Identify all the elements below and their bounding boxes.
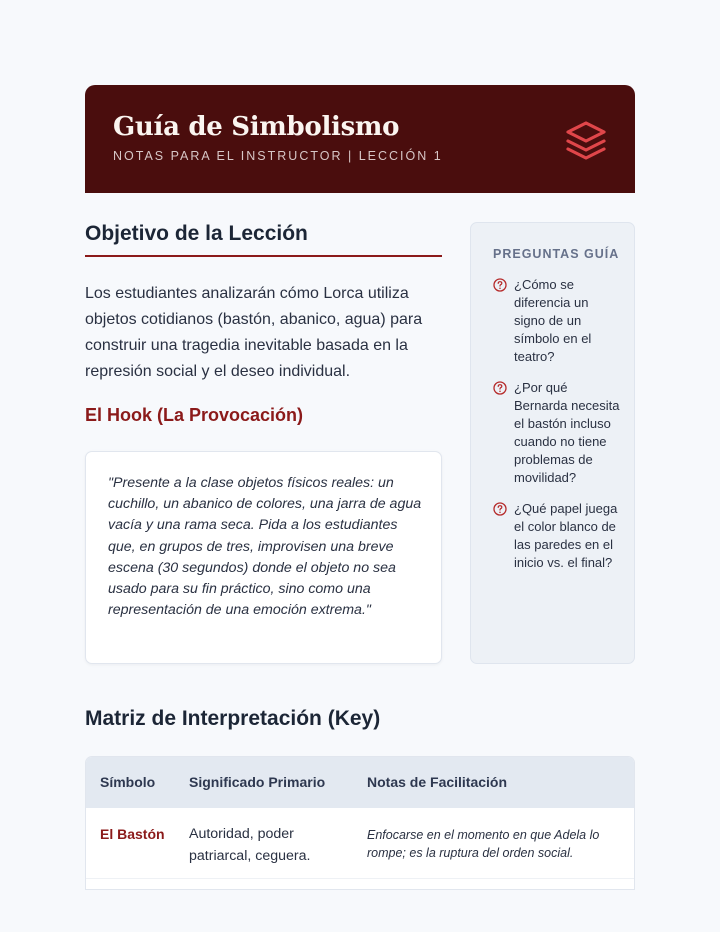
meaning-cell: Autoridad, poder patriarcal, ceguera. [189,826,311,864]
question-circle-icon [493,381,507,395]
layers-icon [564,119,608,163]
symbol-cell: El Bastón [100,826,165,842]
column-header-symbol: Símbolo [100,774,156,790]
list-item [493,500,623,572]
objective-paragraph: Los estudiantes analizarán cómo Lorca utiliza objetos cotidianos (bastón, abanico, agua) para construir una tragedia inevitable basada en la represión social y el deseo individual. [85,285,423,380]
matrix-heading: Matriz de Interpretación (Key) [85,707,381,730]
objective-heading: Objetivo de la Lección [85,222,442,257]
guide-questions-panel [470,222,635,664]
guide-questions-list [493,276,623,585]
column-header-notes: Notas de Facilitación [367,774,508,790]
table-row [86,808,635,879]
question-text: ¿Cómo se diferencia un signo de un símbolo en el teatro? [514,277,592,364]
question-text: ¿Qué papel juega el color blanco de las paredes en el inicio vs. el final? [514,501,618,570]
table-header [86,757,635,808]
list-item [493,379,623,487]
column-header-meaning: Significado Primario [189,774,326,790]
hook-heading: El Hook (La Provocación) [85,405,304,425]
question-text: ¿Por qué Bernarda necesita el bastón incluso cuando no tiene problemas de movilidad? [514,380,620,485]
interpretation-table [85,756,635,890]
guide-questions-title: PREGUNTAS GUÍA [493,247,620,261]
notes-cell: Enfocarse en el momento en que Adela lo rompe; es la ruptura del orden social. [367,828,600,860]
document-title: Guía de Simbolismo [113,112,400,142]
hook-quote: "Presente a la clase objetos físicos reales: un cuchillo, un abanico de colores, una jarra de agua vacía y una rama seca. Pida a los estudiantes que, en grupos de tres, improvisen una breve escena (30 segundos) donde el objeto no sea usado para su fin práctico, sino como una representación de una emoción extrema." [108,475,422,619]
hook-quote-card [85,451,442,664]
question-circle-icon [493,278,507,292]
question-circle-icon [493,502,507,516]
document-header [85,85,635,193]
document-subtitle: NOTAS PARA EL INSTRUCTOR | LECCIÓN 1 [113,149,443,163]
list-item [493,276,623,366]
